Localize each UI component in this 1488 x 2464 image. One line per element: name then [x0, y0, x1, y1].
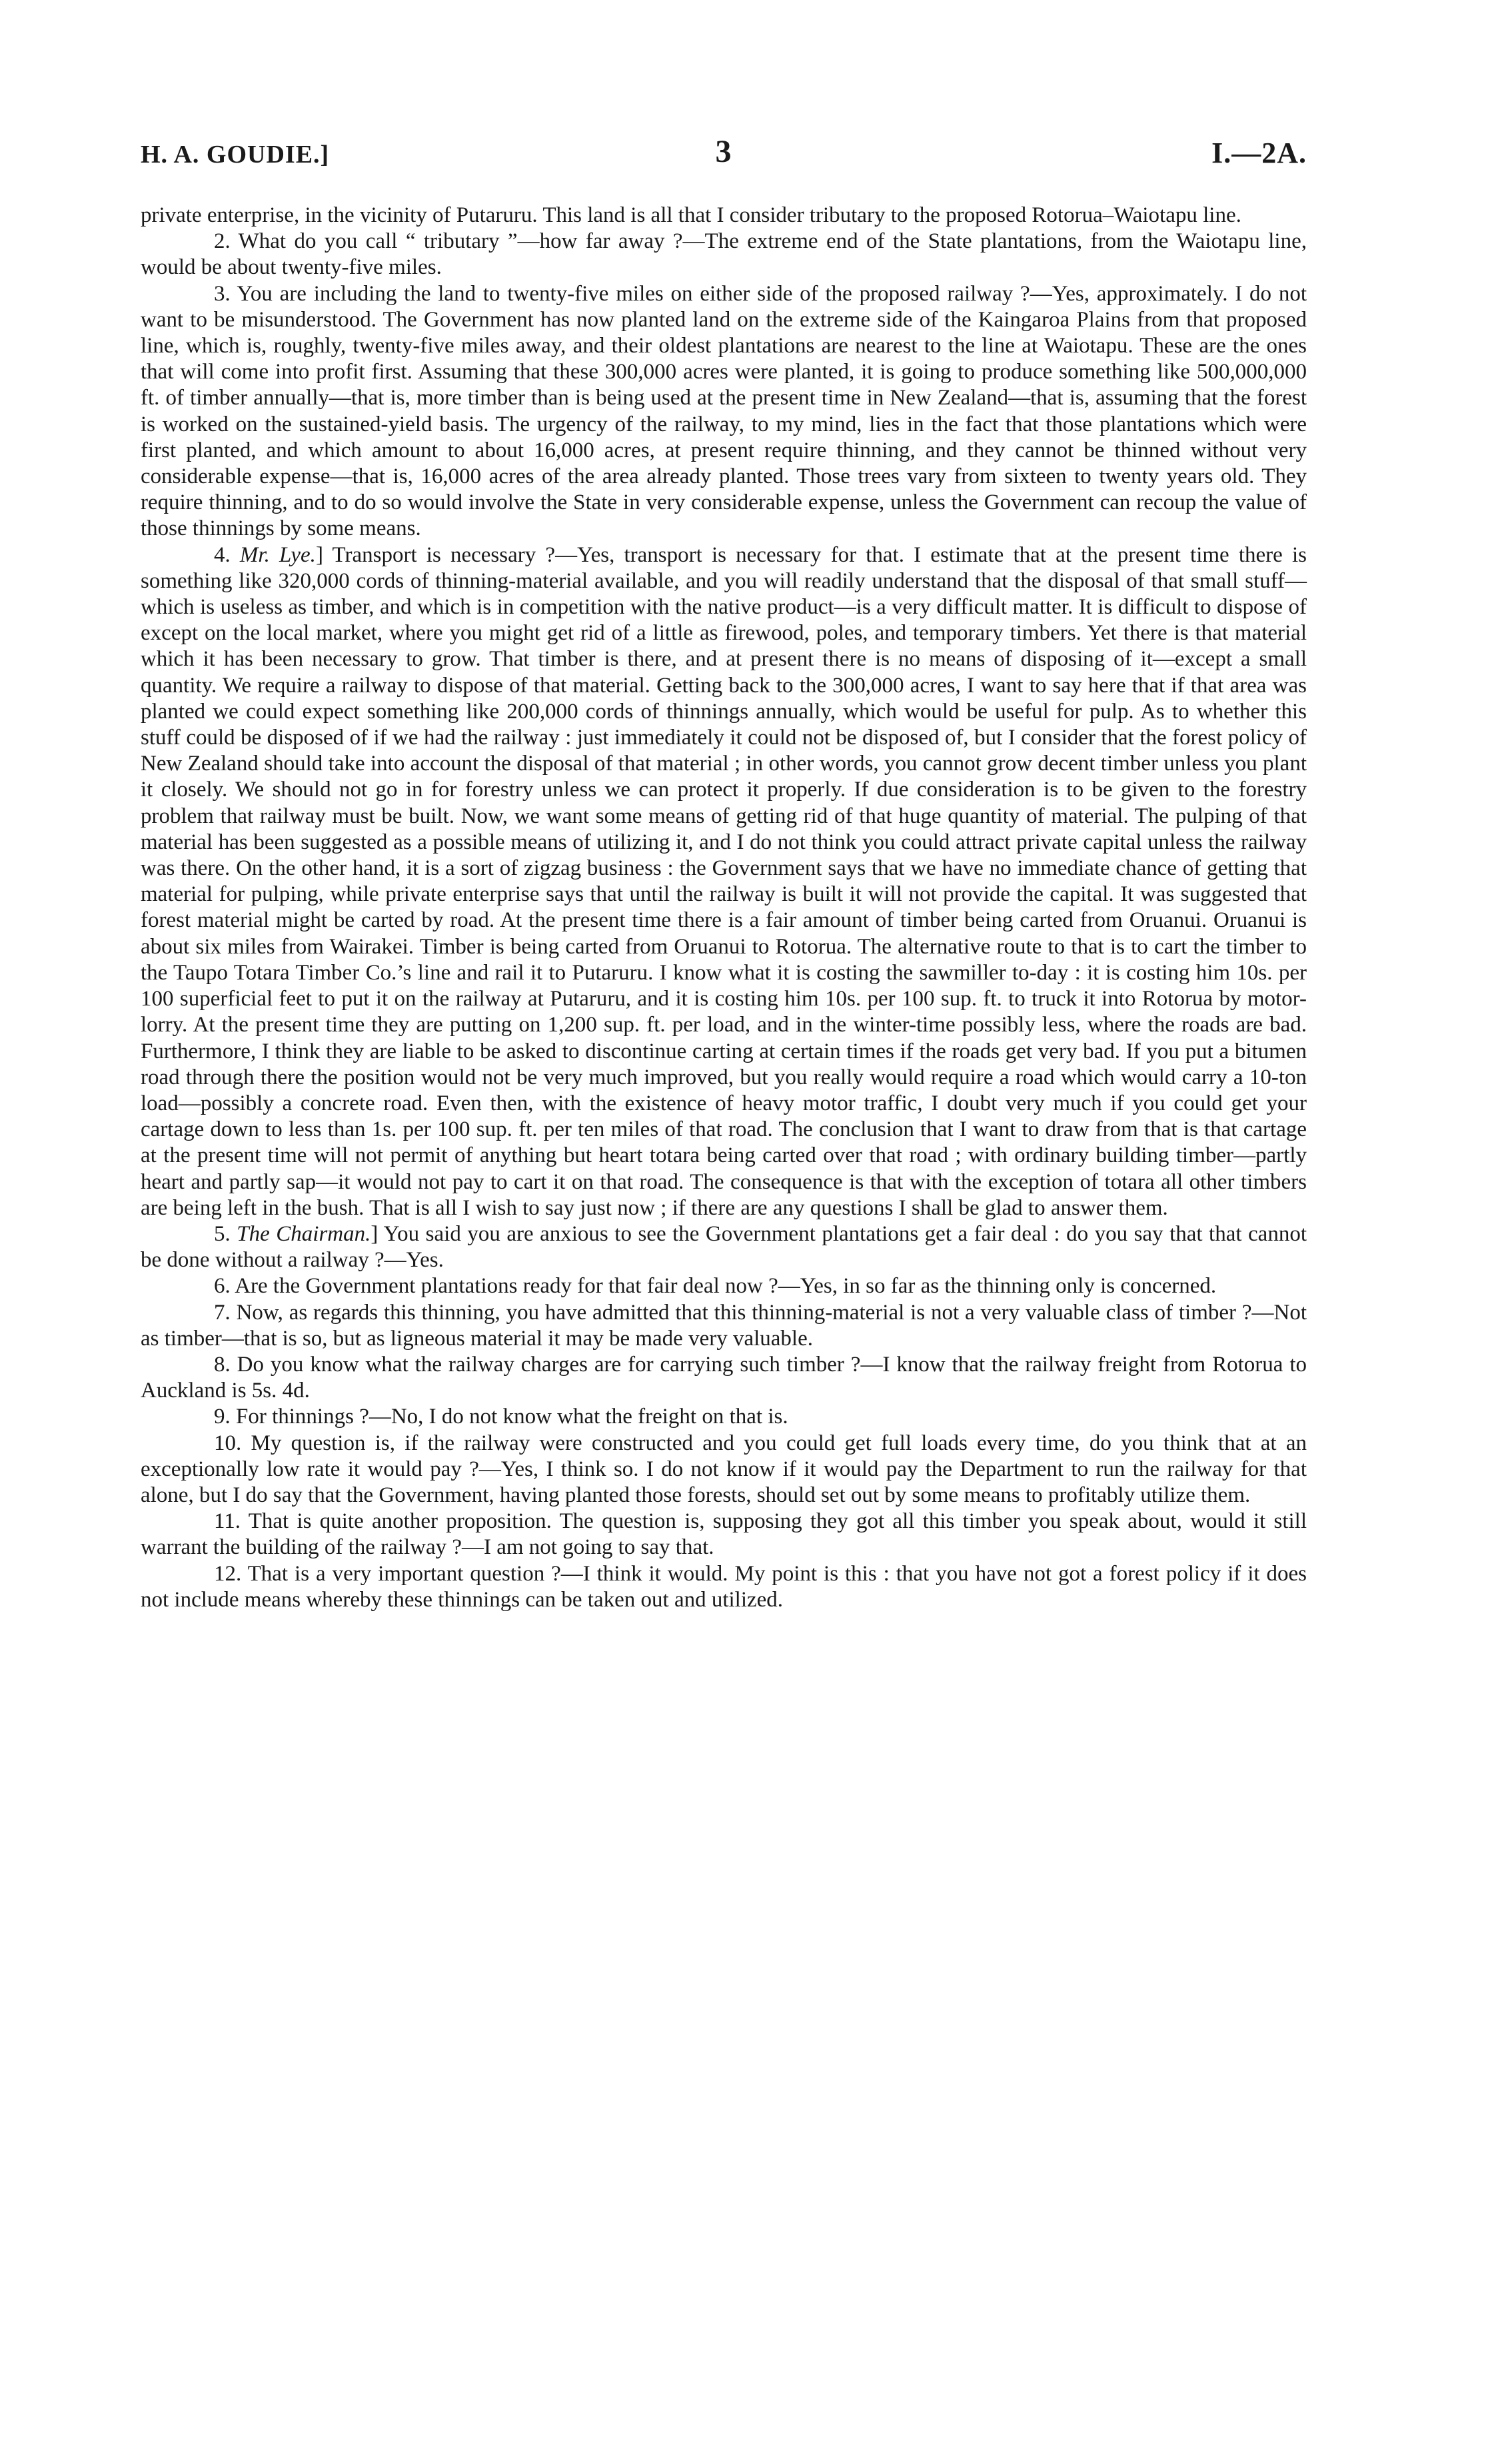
question-number: 4.: [214, 542, 240, 567]
paragraph-question-6: [141, 1273, 1307, 1299]
question-number: 5.: [214, 1221, 237, 1246]
paragraph-text: That is a very important question ?—I think it would. My point is this : that you have not got a forest policy if it does not include means whereby these thinnings can be taken out and utilized.: [141, 1561, 1307, 1612]
question-number: 7.: [214, 1300, 237, 1325]
paragraph-text: Are the Government plantations ready for that fair deal now ?—Yes, in so far as the thinning only is concerned.: [235, 1274, 1217, 1299]
paragraph-question-11: [141, 1509, 1307, 1560]
paragraph-text: For thinnings ?—No, I do not know what the freight on that is.: [236, 1405, 788, 1429]
header-document-code: I.—2A.: [1211, 137, 1307, 169]
paragraph-question-4: [141, 542, 1307, 1221]
paragraph-text: Do you know what the railway charges are for carrying such timber ?—I know that the railway freight from Rotorua to Auckland is 5s. 4d.: [141, 1352, 1307, 1403]
question-number: 11.: [214, 1509, 249, 1534]
document-page: [141, 133, 1307, 1613]
paragraph-continuation: [141, 203, 1307, 229]
question-number: 10.: [214, 1431, 251, 1455]
paragraph-text: My question is, if the railway were constructed and you could get full loads every time, do you think that at an exceptionally low rate it would pay ?—Yes, I think so. I do not know if it would pay the Department to run the railway for that alone, but I do say that the Government, having planted those forests, should set out by some means to profitably utilize them.: [141, 1431, 1307, 1507]
document-body: [141, 203, 1307, 1613]
paragraph-text: Now, as regards this thinning, you have admitted that this thinning-material is not a very valuable class of timber ?—Not as timber—that is so, but as ligneous material it may be made very valuable.: [141, 1300, 1307, 1351]
paragraph-question-10: [141, 1431, 1307, 1509]
question-number: 2.: [214, 229, 239, 254]
header-page-number: 3: [715, 134, 732, 169]
page-header: [141, 133, 1307, 180]
paragraph-question-8: [141, 1352, 1307, 1404]
speaker-name: The Chairman.: [237, 1221, 371, 1246]
paragraph-question-7: [141, 1300, 1307, 1352]
paragraph-text: ] You said you are anxious to see the Government plantations get a fair deal : do you say that that cannot be done without a railway ?—Yes.: [141, 1221, 1307, 1273]
paragraph-text: private enterprise, in the vicinity of Putaruru. This land is all that I consider tributary to the proposed Rotorua–Waiotapu line.: [141, 203, 1241, 227]
paragraph-question-3: [141, 281, 1307, 542]
question-number: 9.: [214, 1405, 236, 1429]
header-witness-name: H. A. GOUDIE.]: [141, 141, 330, 169]
paragraph-text: What do you call “ tributary ”—how far away ?—The extreme end of the State plantations, from the Waiotapu line, would be about twenty-five miles.: [141, 229, 1307, 280]
paragraph-text: ] Transport is necessary ?—Yes, transport is necessary for that. I estimate that at the present time there is something like 320,000 cords of thinning-material available, and you will readily understand that the disposal of that small stuff—which is useless as timber, and which is in competition with the native product—is a very difficult matter. It is difficult to dispose of except on the local market, where you might get rid of a little as firewood, poles, and temporary timbers. Yet there is that material which it has been necessary to grow. That timber is there, and at present there is no means of disposing of it—except a small quantity. We require a railway to dispose of that material. Getting back to the 300,000 acres, I want to say here that if that area was planted we could expect something like 200,000 cords of thinnings annually, which would be useful for pulp. As to whether this stuff could be disposed of if we had the railway : just immediately it could not be disposed of, but I consider that the forest policy of New Zealand should take into account the disposal of that material ; in other words, you cannot grow decent timber unless you plant it closely. We should not go in for forestry unless we can protect it properly. If due consideration is to be given to the forestry problem that railway must be built. Now, we want some means of getting rid of that huge quantity of material. The pulping of that material has been suggested as a possible means of utilizing it, and I do not think you could attract private capital unless the railway was there. On the other hand, it is a sort of zigzag business : the Government says that we have no immediate chance of getting that material for pulping, while private enterprise says that until the railway is built it will not provide the capital. It was suggested that forest material might be carted by road. At the present time there is a fair amount of timber being carted from Oruanui. Oruanui is about six miles from Wairakei. Timber is being carted from Oruanui to Rotorua. The alternative route to that is to cart the timber to the Taupo Totara Timber Co.’s line and rail it to Putaruru. I know what it is costing the sawmiller to-day : it is costing him 10s. per 100 superficial feet to put it on the railway at Putaruru, and it is costing him 10s. per 100 sup. ft. to truck it into Rotorua by motor-lorry. At the present time they are putting on 1,200 sup. ft. per load, and in the winter-time possibly less, where the roads are bad. Furthermore, I think they are liable to be asked to discontinue carting at certain times if the roads get very bad. If you put a bitumen road through there the position would not be very much improved, but you really would require a road which would carry a 10-ton load—possibly a concrete road. Even then, with the existence of heavy motor traffic, I doubt very much if you could get your cartage down to less than 1s. per 100 sup. ft. per ten miles of that road. The conclusion that I want to draw from that is that cartage at the present time will not permit of anything but heart totara being carted over that road ; with ordinary building timber—partly heart and partly sap—it would not pay to cart it on that road. The consequence is that with the exception of totara all other timbers are being left in the bush. That is all I wish to say just now ; if there are any questions I shall be glad to answer them.: [141, 542, 1307, 1220]
paragraph-text: That is quite another proposition. The question is, supposing they got all this timber you speak about, would it still warrant the building of the railway ?—I am not going to say that.: [141, 1509, 1307, 1560]
question-number: 6.: [214, 1274, 235, 1299]
paragraph-text: You are including the land to twenty-five miles on either side of the proposed railway ?—Yes, approximately. I do not want to be misunderstood. The Government has now planted land on the extreme side of the Kaingaroa Plains from that proposed line, which is, roughly, twenty-five miles away, and their oldest plantations are nearest to the line at Waiotapu. These are the ones that will come into profit first. Assuming that these 300,000 acres were planted, it is going to produce something like 500,000,000 ft. of timber annually—that is, more timber than is being used at the present time in New Zealand—that is, assuming that the forest is worked on the sustained-yield basis. The urgency of the railway, to my mind, lies in the fact that those plantations which were first planted, and which amount to about 16,000 acres, at present require thinning, and they cannot be thinned without very considerable expense—that is, 16,000 acres of the area already planted. Those trees vary from sixteen to twenty years old. They require thinning, and to do so would involve the State in very considerable expense, unless the Government can recoup the value of those thinnings by some means.: [141, 281, 1307, 541]
paragraph-question-9: [141, 1404, 1307, 1430]
paragraph-question-12: [141, 1561, 1307, 1613]
question-number: 12.: [214, 1561, 248, 1586]
question-number: 3.: [214, 281, 237, 306]
speaker-name: Mr. Lye.: [239, 542, 316, 567]
question-number: 8.: [214, 1352, 237, 1377]
paragraph-question-2: [141, 229, 1307, 281]
paragraph-question-5: [141, 1221, 1307, 1273]
